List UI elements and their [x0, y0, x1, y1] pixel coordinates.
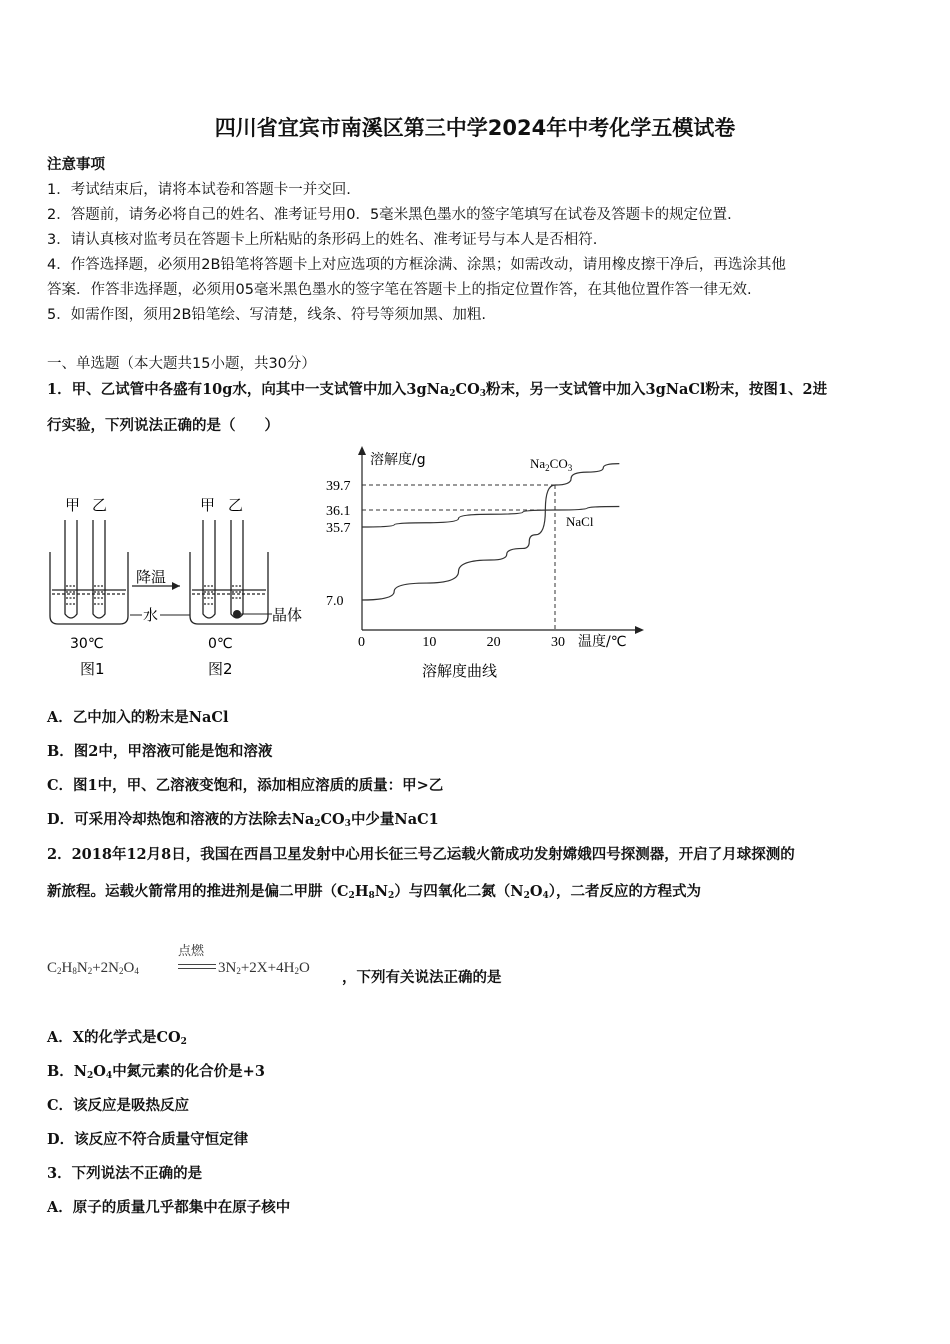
- x-tick-label: 0: [358, 635, 365, 650]
- tube-label-a-fig2: 甲: [200, 496, 216, 514]
- legend-na2co3: $Na_2CO_3$: [530, 456, 573, 473]
- q2-stem-line2: 新旅程。运载火箭常用的推进剂是偏二甲肼$(C_2H_8N_2)$与四氧化二氮$(N_2O_4)$，二者反应的方程式为: [47, 883, 701, 901]
- q1-option-c[interactable]: C．图1中，甲、乙溶液变饱和，添加相应溶质的质量：甲>乙: [47, 777, 444, 794]
- test-tube-b-fig2: [231, 520, 243, 618]
- q1-option-d[interactable]: D．可采用冷却热饱和溶液的方法除去$Na_2CO_3$中少量NaC1: [47, 811, 439, 829]
- fig2-caption: 图2: [208, 660, 233, 678]
- chart-title: 溶解度曲线: [422, 662, 498, 680]
- section-heading: 一、单选题（本大题共15小题，共30分）: [47, 356, 316, 372]
- notice-item-4: 4．作答选择题，必须用2B铅笔将答题卡上对应选项的方框涂满、涂黑；如需改动，请用橡皮擦干净后，再选涂其他: [47, 257, 786, 273]
- x-tick-label: 10: [422, 635, 437, 650]
- crystal-deposit: [233, 610, 241, 618]
- tube-label-b-fig2: 乙: [228, 496, 244, 514]
- q3-option-a[interactable]: A．原子的质量几乎都集中在原子核中: [47, 1199, 291, 1216]
- cooling-arrow-head: [172, 582, 180, 590]
- cooling-label: 降温: [136, 568, 167, 586]
- experiment-figure: [40, 490, 320, 690]
- beaker-fig1: [50, 552, 128, 624]
- reaction-condition: 点燃: [178, 943, 205, 958]
- legend-nacl: NaCl: [566, 514, 594, 529]
- q2-option-d[interactable]: D．该反应不符合质量守恒定律: [47, 1131, 249, 1148]
- q2-option-c[interactable]: C．该反应是吸热反应: [47, 1097, 190, 1114]
- y-tick-label: 35.7: [326, 521, 351, 536]
- tube-label-b-fig1: 乙: [92, 496, 108, 514]
- fig1-caption: 图1: [80, 660, 105, 678]
- notice-item-5: 5．如需作图，须用2B铅笔绘、写清楚，线条、符号等须加黑、加粗.: [47, 307, 487, 323]
- q2-option-a[interactable]: A．X的化学式是$CO_2$: [47, 1029, 187, 1047]
- q1-option-b[interactable]: B．图2中，甲溶液可能是饱和溶液: [47, 743, 273, 760]
- notice-item-2: 2．答题前，请务必将自己的姓名、准考证号用0．5毫米黑色墨水的签字笔填写在试卷及答题卡的规定位置.: [47, 207, 732, 223]
- test-tube-a-fig1: [65, 520, 77, 618]
- equation-suffix: ，下列有关说法正确的是: [342, 969, 502, 986]
- q2-stem-line1: 2．2018年12月8日，我国在西昌卫星发射中心用长征三号乙运载火箭成功发射嫦娥四号探测器，开启了月球探测的: [47, 846, 795, 863]
- x-axis-arrow: [635, 626, 644, 634]
- notice-item-4-cont: 答案．作答非选择题，必须用05毫米黑色墨水的签字笔在答题卡上的指定位置作答，在其他位置作答一律无效.: [47, 282, 752, 298]
- q3-stem: 3．下列说法不正确的是: [47, 1165, 203, 1182]
- y-tick-label: 36.1: [326, 504, 351, 519]
- series-na2co3-line: [362, 464, 619, 600]
- test-tube-b-fig1: [93, 520, 105, 618]
- y-axis-label: 溶解度/g: [370, 452, 426, 468]
- page-title: 四川省宜宾市南溪区第三中学2024年中考化学五模试卷: [214, 116, 736, 140]
- equation-sign-line-2: [178, 968, 216, 969]
- water-label: 水: [143, 606, 159, 624]
- x-tick-label: 20: [486, 635, 501, 650]
- q1-stem-line2: 行实验，下列说法正确的是（ ）: [47, 417, 279, 434]
- notice-item-1: 1．考试结束后，请将本试卷和答题卡一并交回.: [47, 182, 351, 198]
- temp-fig1: 30℃: [70, 636, 104, 652]
- temp-fig2: 0℃: [208, 636, 233, 652]
- tube-label-a-fig1: 甲: [65, 496, 81, 514]
- beaker-fig2: [190, 552, 268, 624]
- equation-right: $3N_2+2X+4H_2O$: [218, 960, 310, 976]
- q1-stem-line1: 1．甲、乙试管中各盛有10g水，向其中一支试管中加入$3gNa_2CO_3$粉末，另一支试管中加入3gNaCl粉末，按图1、2进: [47, 381, 828, 399]
- equation-sign-line-1: [178, 964, 216, 965]
- q1-option-a[interactable]: A．乙中加入的粉末是NaCl: [47, 709, 229, 726]
- equation-left: $C_2H_8N_2+2N_2O_4$: [47, 960, 139, 976]
- solubility-chart: [320, 440, 660, 690]
- y-tick-label: 7.0: [326, 594, 344, 609]
- test-tube-a-fig2: [203, 520, 215, 618]
- notice-heading: 注意事项: [47, 157, 105, 173]
- x-tick-label: 30: [551, 635, 565, 650]
- crystal-label: 晶体: [272, 606, 303, 624]
- x-axis-label: 温度/℃: [578, 634, 627, 650]
- notice-item-3: 3．请认真核对监考员在答题卡上所粘贴的条形码上的姓名、准考证号与本人是否相符.: [47, 232, 598, 248]
- q2-option-b[interactable]: B．$N_2O_4$中氮元素的化合价是+3: [47, 1063, 265, 1081]
- y-axis-arrow: [358, 446, 366, 455]
- y-tick-label: 39.7: [326, 479, 351, 494]
